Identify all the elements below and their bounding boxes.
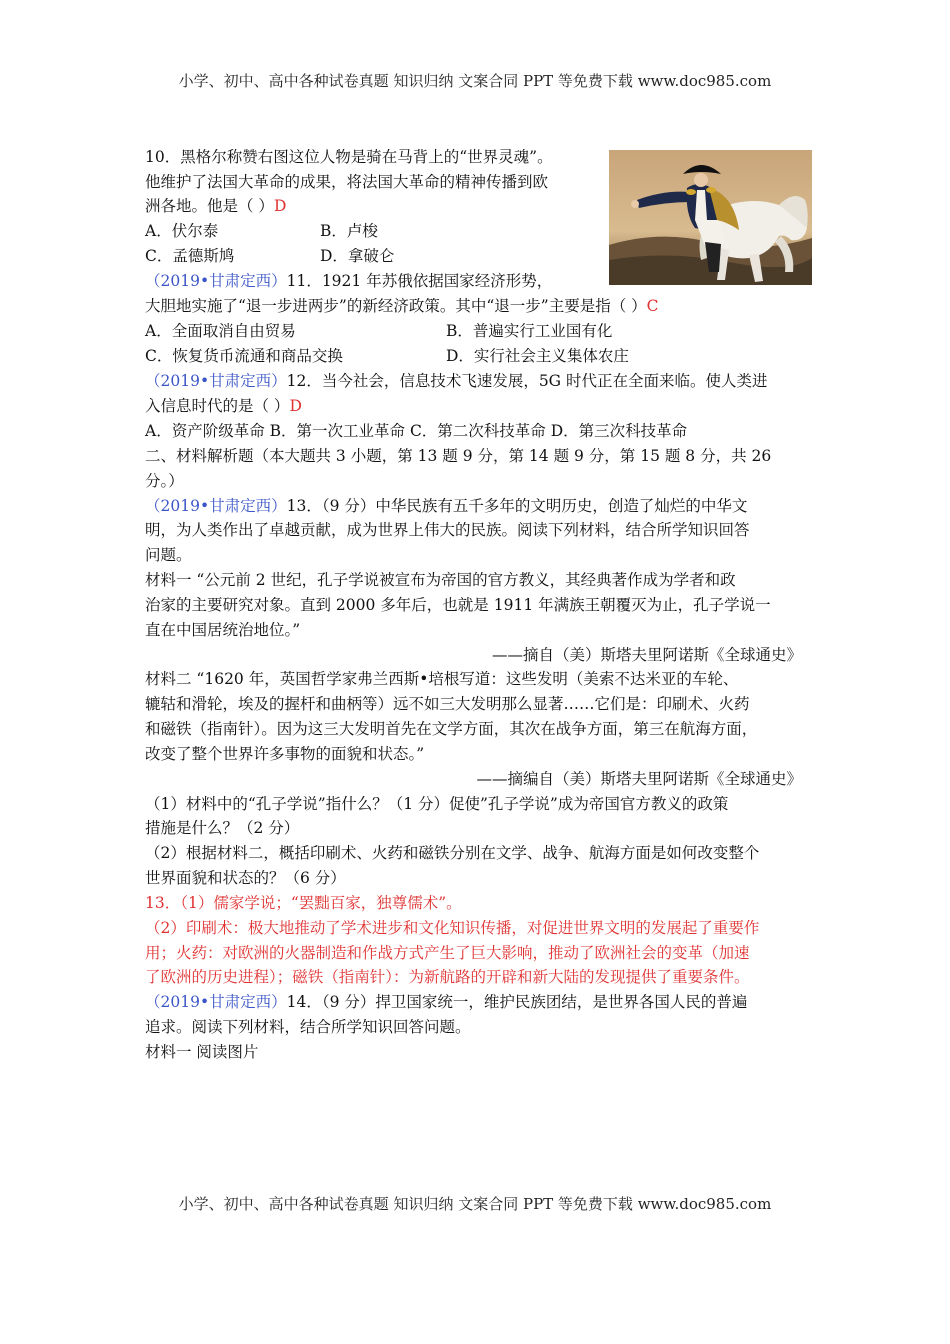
q10-answer: D	[273, 197, 287, 215]
q11-option-c: C．恢复货币流通和商品交换	[145, 347, 343, 365]
q13-line-3: 问题。	[145, 546, 192, 564]
page-footer: 小学、初中、高中各种试卷真题 知识归纳 文案合同 PPT 等免费下载 www.doc985.com	[178, 1195, 772, 1213]
q11-answer: C	[646, 297, 659, 315]
q13-line-1: （2019•甘肃定西）13．（9 分）中华民族有五千多年的文明历史，创造了灿烂的中华文	[145, 497, 748, 515]
q13-material-2-d: 改变了整个世界许多事物的面貌和状态。”	[145, 745, 425, 763]
q10-option-a: A．伏尔泰	[145, 222, 219, 240]
q13-material-2-a: 材料二 “1620 年，英国哲学家弗兰西斯•培根写道：这些发明（美索不达米亚的车轮、	[145, 670, 739, 688]
section-2-title-cont: 分。）	[145, 472, 184, 490]
page-header: 小学、初中、高中各种试卷真题 知识归纳 文案合同 PPT 等免费下载 www.doc985.com	[178, 72, 772, 90]
q13-answer-1: 13．（1）儒家学说；“罢黜百家，独尊儒术”。	[145, 894, 462, 912]
q10-option-d: D．拿破仑	[320, 247, 395, 265]
q14-line-1: （2019•甘肃定西）14．（9 分）捍卫国家统一，维护民族团结，是世界各国人民的普遍	[145, 993, 748, 1011]
q10-line-3: 洲各地。他是（ ）D	[145, 197, 287, 215]
q12-answer: D	[289, 397, 302, 415]
q12-options: A．资产阶级革命 B．第一次工业革命 C．第二次科技革命 D．第三次科技革命	[145, 422, 688, 440]
section-2-title: 二、材料解析题（本大题共 3 小题，第 13 题 9 分，第 14 题 9 分，第 15 题 8 分，共 26	[145, 447, 772, 465]
q13-sub-1-a: （1）材料中的“孔子学说”指什么？（1 分）促使”孔子学说”成为帝国官方教义的政策	[145, 795, 729, 813]
q12-source: （2019•甘肃定西）	[145, 372, 287, 390]
q13-material-1-c: 直在中国居统治地位。”	[145, 621, 301, 639]
q13-material-2-b: 辘轱和滑轮，埃及的握杆和曲柄等）远不如三大发明那么显著……它们是：印刷术、火药	[145, 695, 750, 713]
q13-answer-2-b: 用；火药：对欧洲的火器制造和作战方式产生了巨大影响，推动了欧洲社会的变革（加速	[145, 944, 750, 962]
q14-source: （2019•甘肃定西）	[145, 993, 287, 1011]
q13-material-1-source: ——摘自（美）斯塔夫里阿诺斯《全球通史》	[491, 646, 802, 664]
q13-answer-2-c: 了欧洲的历史进程）；磁铁（指南针）：为新航路的开辟和新大陆的发现提供了重要条件。	[145, 968, 750, 986]
q13-answer-2-a: （2）印刷术：极大地推动了学术进步和文化知识传播，对促进世界文明的发展起了重要作	[145, 919, 760, 937]
q11-source: （2019•甘肃定西）	[145, 272, 287, 290]
q13-source: （2019•甘肃定西）	[145, 497, 287, 515]
q13-sub-2-a: （2）根据材料二，概括印刷术、火药和磁铁分别在文学、战争、航海方面是如何改变整个	[145, 844, 760, 862]
q11-option-b: B．普遍实行工业国有化	[446, 322, 613, 340]
q10-option-c: C．孟德斯鸠	[145, 247, 235, 265]
q13-material-1-b: 治家的主要研究对象。直到 2000 多年后，也就是 1911 年满族王朝覆灭为止，孔子学说一	[145, 596, 771, 614]
q13-sub-2-b: 世界面貌和状态的？（6 分）	[145, 869, 346, 887]
q11-line-2: 大胆地实施了“退一步进两步”的新经济政策。其中“退一步”主要是指（ ）C	[145, 297, 659, 315]
q13-material-1-a: 材料一 “公元前 2 世纪，孔子学说被宣布为帝国的官方教义，其经典著作成为学者和政	[145, 571, 736, 589]
q10-line-2: 他维护了法国大革命的成果，将法国大革命的精神传播到欧	[145, 173, 549, 191]
q10-line-1: 10．黑格尔称赞右图这位人物是骑在马背上的“世界灵魂”。	[145, 148, 553, 166]
napoleon-portrait-image	[609, 150, 812, 285]
q13-material-2-source: ——摘编自（美）斯塔夫里阿诺斯《全球通史》	[476, 770, 802, 788]
q11-line-1: （2019•甘肃定西）11．1921 年苏俄依据国家经济形势，	[145, 272, 553, 290]
q12-line-2: 入信息时代的是（ ）D	[145, 397, 302, 415]
q12-line-1: （2019•甘肃定西）12．当今社会，信息技术飞速发展，5G 时代正在全面来临。使人类进	[145, 372, 768, 390]
q14-material-1: 材料一 阅读图片	[145, 1043, 259, 1061]
q13-sub-1-b: 措施是什么？（2 分）	[145, 819, 300, 837]
q11-option-a: A．全面取消自由贸易	[145, 322, 296, 340]
q11-option-d: D．实行社会主义集体农庄	[446, 347, 629, 365]
q10-option-b: B．卢梭	[320, 222, 378, 240]
q13-material-2-c: 和磁铁（指南针）。因为这三大发明首先在文学方面，其次在战争方面，第三在航海方面，	[145, 720, 758, 738]
q14-line-2: 追求。阅读下列材料，结合所学知识回答问题。	[145, 1018, 471, 1036]
q13-line-2: 明，为人类作出了卓越贡献，成为世界上伟大的民族。阅读下列材料，结合所学知识回答	[145, 521, 750, 539]
